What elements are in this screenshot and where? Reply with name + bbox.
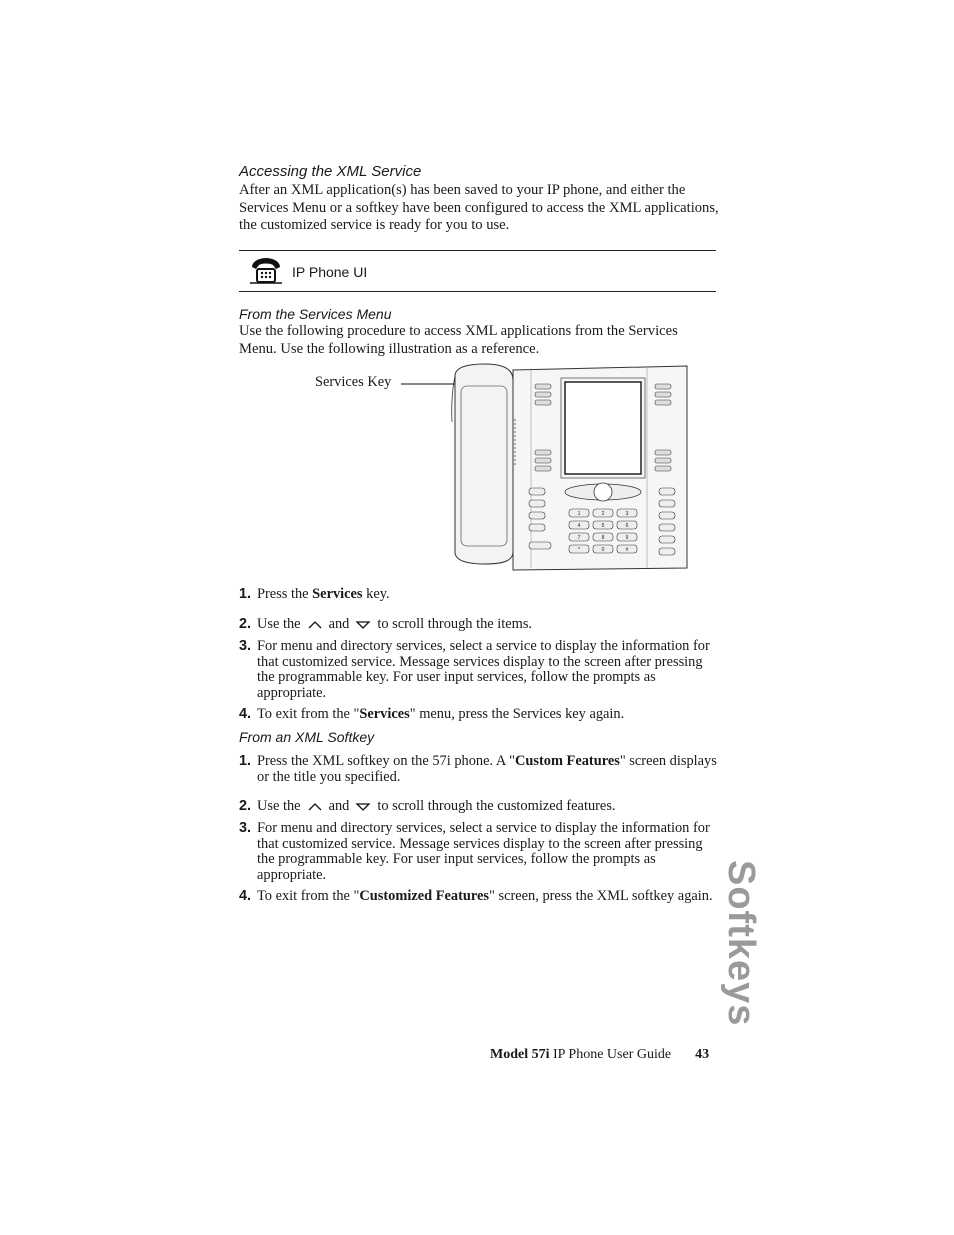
services-step-3: 3. For menu and directory services, select a service to display the information for that customized service. Message services display to the screen after pressing the programmable key. For user input services, follow the prompts as appropriate.: [239, 638, 710, 701]
svg-text:5: 5: [601, 523, 605, 529]
svg-text:8: 8: [601, 535, 605, 541]
up-arrow-icon: [307, 620, 323, 630]
services-menu-intro: Use the following procedure to access XML applications from the Services Menu. Use the following illustration as a reference.: [239, 323, 678, 357]
top-divider: [239, 250, 716, 251]
ip-phone-ui-label: IP Phone UI: [292, 264, 368, 280]
svg-text:0: 0: [601, 547, 605, 553]
services-step-2: 2. Use the and to scroll through the items.: [239, 616, 533, 632]
services-step-4: 4. To exit from the "Services" menu, press the Services key again.: [239, 706, 625, 722]
svg-text:9: 9: [625, 535, 629, 541]
services-step-1: 1. Press the Services key.: [239, 586, 390, 602]
services-menu-title: From the Services Menu: [239, 306, 392, 322]
phone-illustration: [395, 362, 695, 576]
page-number: 43: [695, 1047, 710, 1062]
services-key-callout: Services Key: [315, 374, 392, 390]
svg-text:6: 6: [625, 523, 629, 529]
xml-softkey-title: From an XML Softkey: [239, 729, 375, 745]
footer-model: Model 57i: [490, 1047, 550, 1062]
down-arrow-icon: [355, 620, 371, 630]
svg-text:#: #: [625, 547, 629, 553]
svg-text:4: 4: [577, 523, 581, 529]
svg-text:7: 7: [577, 535, 581, 541]
services-key-name: Services: [312, 586, 363, 602]
bottom-divider: [239, 291, 716, 292]
up-arrow-icon: [307, 802, 323, 812]
down-arrow-icon: [355, 802, 371, 812]
softkey-step-3: 3. For menu and directory services, select a service to display the information for that customized service. Message services display to the screen after pressing the programmable key. For user input services, follow the prompts as appropriate.: [239, 820, 710, 883]
svg-text:3: 3: [625, 511, 629, 517]
section-title: Accessing the XML Service: [239, 163, 422, 180]
intro-paragraph: After an XML application(s) has been saved to your IP phone, and either the Services Menu or a softkey have been configured to access the XML applications, the customized service is ready for you to use.: [239, 182, 719, 233]
side-tab: Softkeys: [720, 860, 762, 1027]
softkey-step-2: 2. Use the and to scroll through the customized features.: [239, 798, 616, 814]
svg-text:1: 1: [577, 511, 581, 517]
softkey-step-1: 1. Press the XML softkey on the 57i phone. A "Custom Features" screen displays or the title you specified.: [239, 753, 717, 785]
page-footer: [490, 1047, 709, 1063]
svg-text:*: *: [578, 547, 580, 553]
softkey-step-4: 4. To exit from the "Customized Features" screen, press the XML softkey again.: [239, 888, 713, 904]
phone-handset-icon: [248, 255, 284, 287]
svg-text:2: 2: [601, 511, 605, 517]
footer-guide: IP Phone User Guide: [549, 1047, 672, 1062]
